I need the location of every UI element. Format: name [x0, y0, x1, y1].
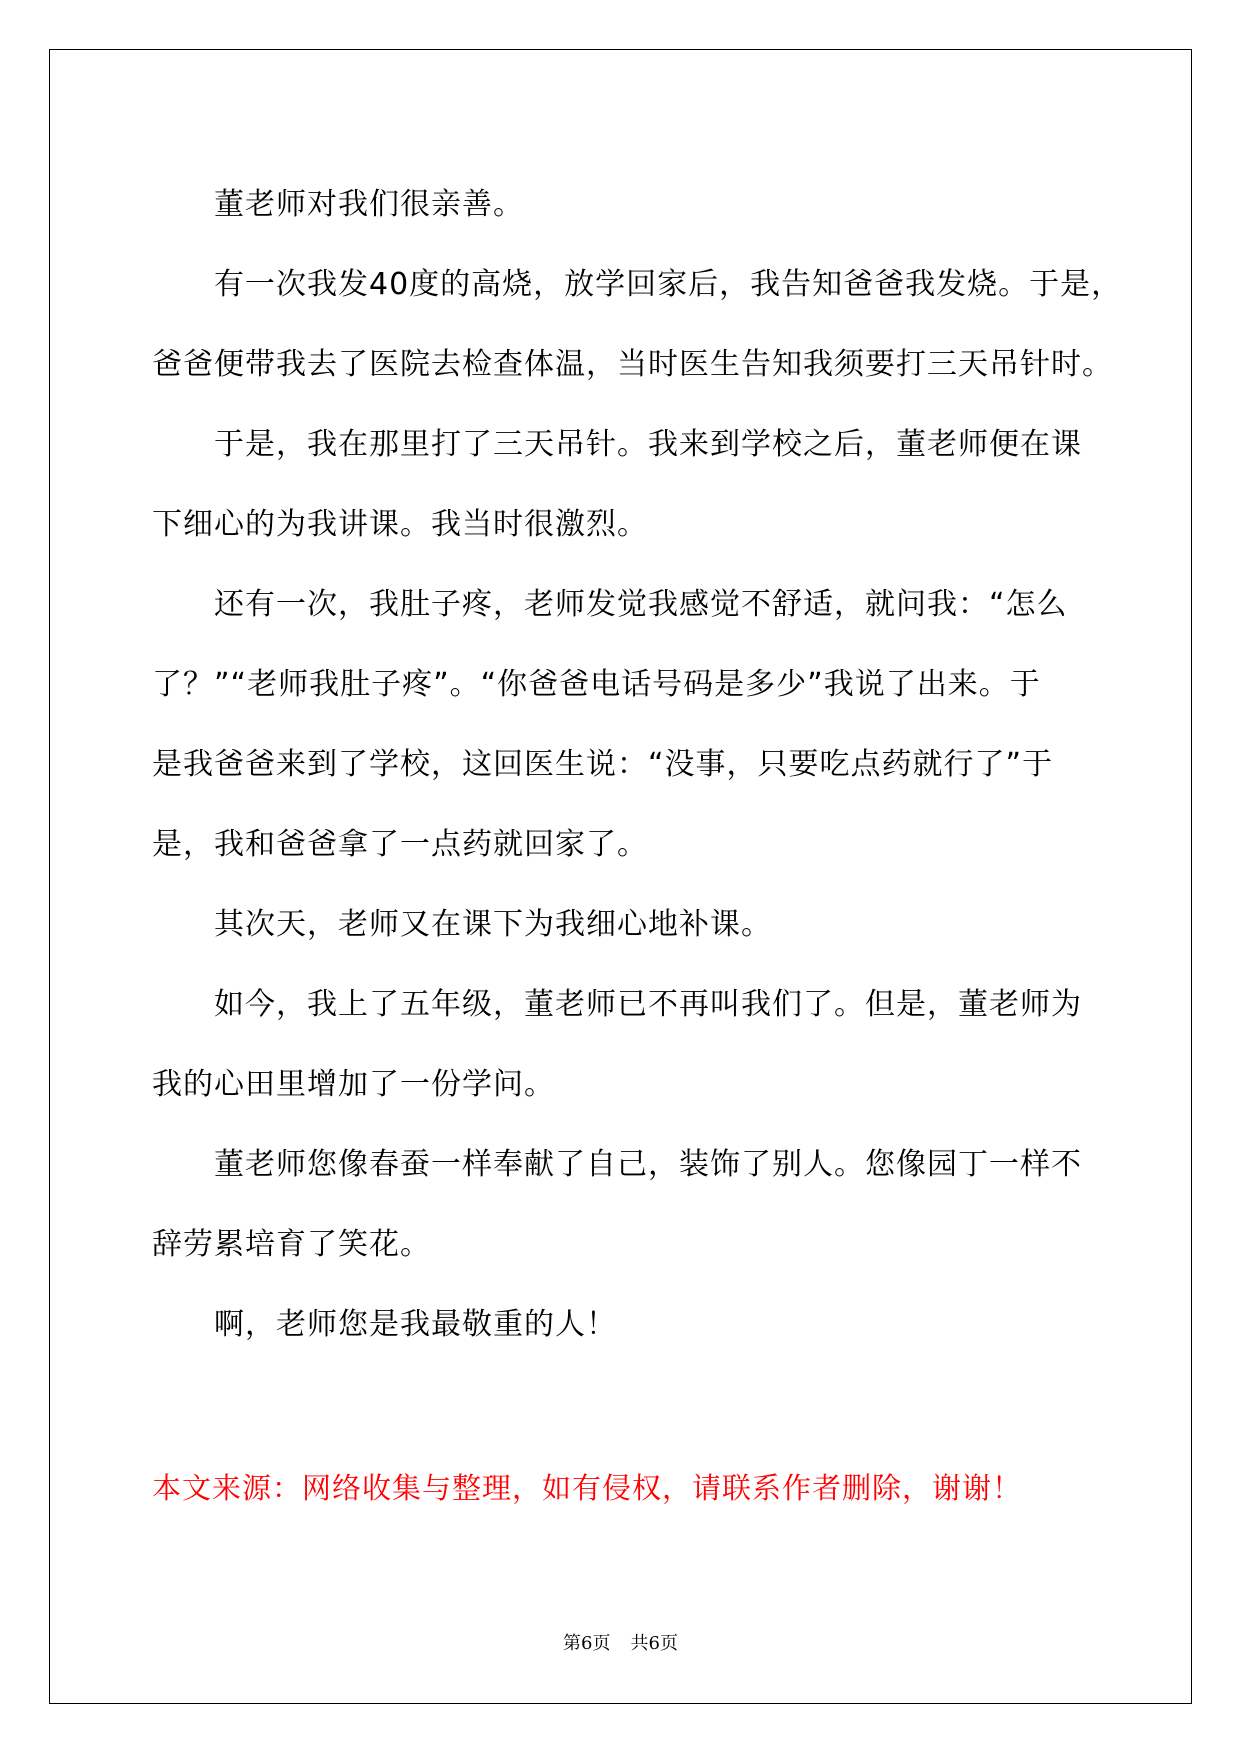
text-line: 啊，老师您是我最敬重的人！: [214, 1307, 617, 1342]
source-note: 本文来源：网络收集与整理，如有侵权，请联系作者删除，谢谢！: [152, 1471, 1023, 1505]
paragraph: [152, 1125, 1112, 1285]
text-line: 了？”“老师我肚子疼”。“你爸爸电话号码是多少”我说了出来。于: [152, 667, 1041, 702]
page-number-total: 共6页: [630, 1633, 678, 1654]
text-line: 下细心的为我讲课。我当时很激烈。: [152, 507, 648, 542]
text-line: 董老师您像春蚕一样奉献了自己，装饰了别人。您像园丁一样不: [214, 1147, 1082, 1182]
paragraph: [152, 165, 1112, 245]
text-line: 其次天，老师又在课下为我细心地补课。: [214, 907, 772, 942]
page-footer: [0, 1632, 1241, 1656]
paragraph: [152, 565, 1112, 885]
text-line: 如今，我上了五年级，董老师已不再叫我们了。但是，董老师为: [214, 987, 1082, 1022]
text-line: 于是，我在那里打了三天吊针。我来到学校之后，董老师便在课: [214, 427, 1082, 462]
text-line: 还有一次，我肚子疼，老师发觉我感觉不舒适，就问我：“怎么: [214, 587, 1068, 622]
paragraph: [152, 965, 1112, 1125]
paragraph: [152, 885, 1112, 965]
text-line: 是，我和爸爸拿了一点药就回家了。: [152, 827, 648, 862]
text-line: 是我爸爸来到了学校，这回医生说：“没事，只要吃点药就行了”于: [152, 747, 1054, 782]
text-line: 爸爸便带我去了医院去检查体温，当时医生告知我须要打三天吊针时。: [152, 347, 1113, 382]
paragraph: [152, 405, 1112, 565]
paragraph: [152, 1285, 1112, 1365]
text-line: 我的心田里增加了一份学问。: [152, 1067, 555, 1102]
page-number-current: 第6页: [563, 1633, 611, 1654]
paragraph: [152, 245, 1123, 405]
text-line: 辞劳累培育了笑花。: [152, 1227, 431, 1262]
document-body: [152, 165, 1123, 1365]
text-line: 有一次我发40度的高烧，放学回家后，我告知爸爸我发烧。于是，: [214, 267, 1123, 302]
text-line: 董老师对我们很亲善。: [214, 187, 524, 222]
